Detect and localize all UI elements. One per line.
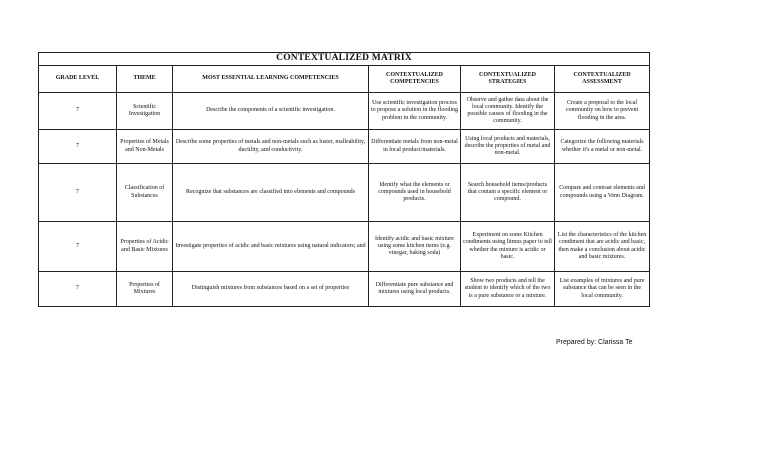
grade-cell: 7	[39, 272, 117, 307]
melc-cell: Distinguish mixtures from substances based on a set of properties	[173, 272, 369, 307]
grade-cell: 7	[39, 222, 117, 272]
competency-cell: Use scientific investigation process to propose a solution in the flooding problem in the community.	[369, 93, 461, 130]
header-melc: MOST ESSENTIAL LEARNING COMPETENCIES	[173, 66, 369, 93]
grade-cell: 7	[39, 164, 117, 222]
grade-cell: 7	[39, 93, 117, 130]
header-grade-level: GRADE LEVEL	[39, 66, 117, 93]
prepared-by-label: Prepared by: Clarissa Te	[556, 339, 633, 346]
assessment-cell: List examples of mixtures and pure substance that can be seen in the local community.	[555, 272, 650, 307]
header-assessment: CONTEXTUALIZED ASSESSMENT	[555, 66, 650, 93]
header-competencies: CONTEXTUALIZED COMPETENCIES	[369, 66, 461, 93]
title-row	[39, 53, 650, 66]
strategy-cell: Using local products and materials, describe the properties of metal and non-metal.	[461, 130, 555, 164]
table-row	[39, 222, 650, 272]
table-row	[39, 93, 650, 130]
assessment-cell: List the characteristics of the kitchen condiment that are acidic and basic, then make a conclusion about acidic and basic mixtures.	[555, 222, 650, 272]
competency-cell: Differentiate pure substance and mixtures using local products.	[369, 272, 461, 307]
theme-cell: Properties of Mixtures	[117, 272, 173, 307]
theme-cell: Properties of Acidic and Basic Mixtures	[117, 222, 173, 272]
melc-cell: Describe the components of a scientific investigation.	[173, 93, 369, 130]
melc-cell: Describe some properties of metals and non-metals such as luster, malleability, ductility, and conductivity.	[173, 130, 369, 164]
competency-cell: Identify what the elements or compounds used in household products.	[369, 164, 461, 222]
header-row	[39, 66, 650, 93]
melc-cell: Investigate properties of acidic and basic mixtures using natural indicators; and	[173, 222, 369, 272]
contextualized-matrix-table	[38, 52, 650, 307]
strategy-cell: Search household items/products that contain a specific element or compound.	[461, 164, 555, 222]
header-strategies: CONTEXTUALIZED STRATEGIES	[461, 66, 555, 93]
competency-cell: Identify acidic and basic mixture using some kitchen items (e.g. vinegar, baking soda)	[369, 222, 461, 272]
assessment-cell: Create a proposal to the local community on how to prevent flooding in the area.	[555, 93, 650, 130]
strategy-cell: Show two products and tell the student to identify which of the two is a pure substance or a mixture.	[461, 272, 555, 307]
matrix-title: CONTEXTUALIZED MATRIX	[39, 53, 650, 66]
theme-cell: Properties of Metals and Non-Metals	[117, 130, 173, 164]
melc-cell: Recognize that substances are classified into elements and compounds	[173, 164, 369, 222]
table-row	[39, 164, 650, 222]
grade-cell: 7	[39, 130, 117, 164]
assessment-cell: Compare and contrast elements and compounds using a Venn Diagram.	[555, 164, 650, 222]
theme-cell: Scientific Investigation	[117, 93, 173, 130]
table-row	[39, 130, 650, 164]
theme-cell: Classification of Substances	[117, 164, 173, 222]
strategy-cell: Observe and gather data about the local community. Identify the possible causes of flooding in the community.	[461, 93, 555, 130]
table-row	[39, 272, 650, 307]
strategy-cell: Experiment on some Kitchen condiments using litmus paper to tell whether the mixture is acidic or basic.	[461, 222, 555, 272]
header-theme: THEME	[117, 66, 173, 93]
competency-cell: Differentiate metals from non-metal in local product/materials.	[369, 130, 461, 164]
assessment-cell: Categorize the following materials whether it's a metal or non-metal.	[555, 130, 650, 164]
